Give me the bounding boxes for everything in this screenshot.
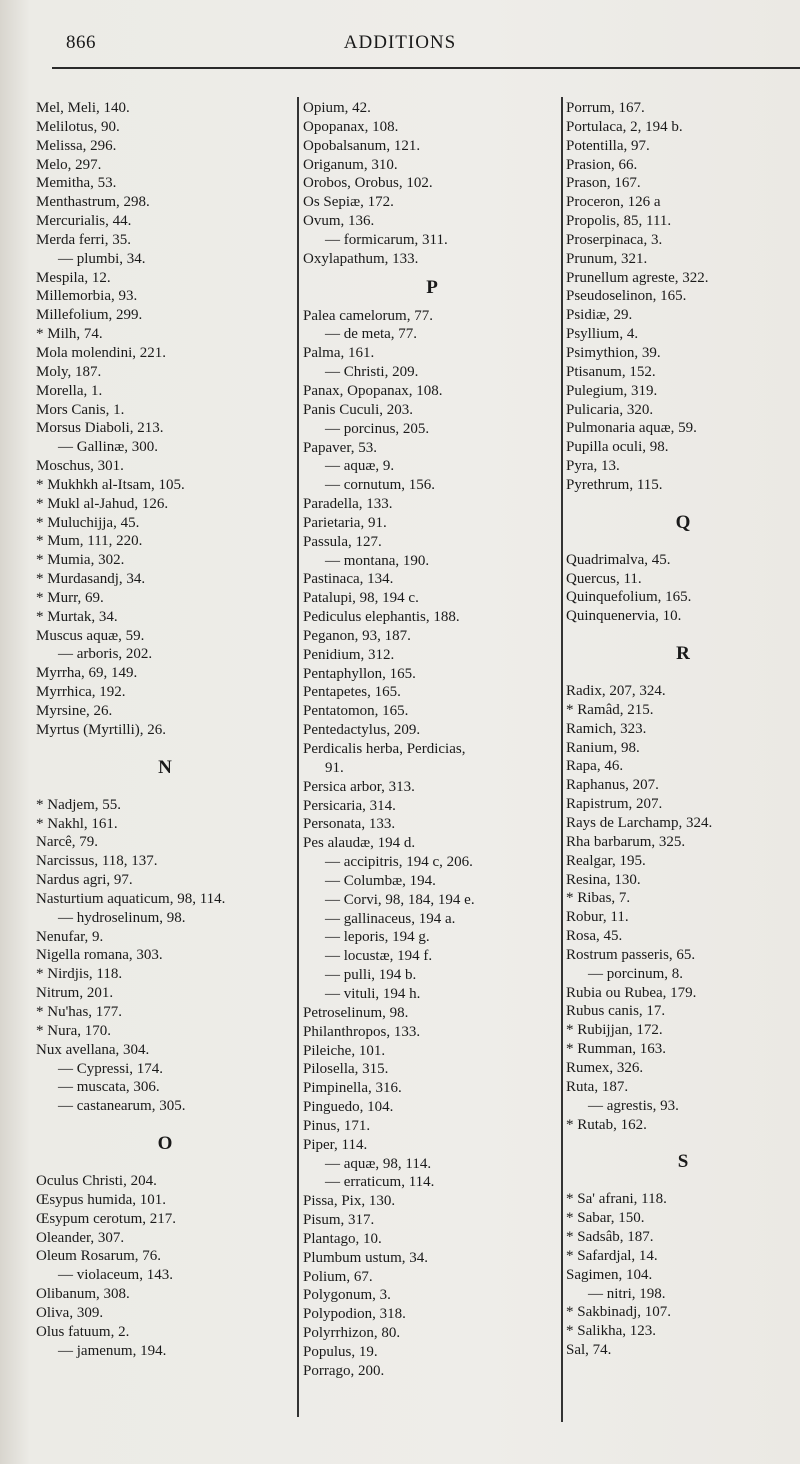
index-entry: Rostrum passeris, 65. bbox=[566, 946, 696, 963]
index-entry: Persicaria, 314. bbox=[303, 797, 396, 814]
index-entry: * Sabar, 150. bbox=[566, 1210, 645, 1227]
index-entry: Psidiæ, 29. bbox=[566, 307, 633, 324]
index-entry: Psimythion, 39. bbox=[566, 344, 661, 361]
index-entry: * Ribas, 7. bbox=[566, 890, 631, 907]
index-entry: Nasturtium aquaticum, 98, 114. bbox=[36, 890, 226, 907]
header-rule bbox=[52, 67, 800, 69]
index-subentry: — erraticum, 114. bbox=[325, 1174, 435, 1191]
index-subentry: — nitri, 198. bbox=[588, 1285, 666, 1302]
index-subentry: 91. bbox=[325, 759, 344, 776]
index-entry: Pentedactylus, 209. bbox=[303, 722, 421, 739]
index-subentry: — locustæ, 194 f. bbox=[325, 948, 433, 965]
index-entry: Polypodion, 318. bbox=[303, 1306, 406, 1323]
index-entry: Prunum, 321. bbox=[566, 250, 648, 267]
index-entry: Pissa, Pix, 130. bbox=[303, 1193, 396, 1210]
index-entry: * Sadsâb, 187. bbox=[566, 1229, 654, 1246]
index-subentry: — cornutum, 156. bbox=[325, 477, 435, 494]
index-subentry: — Gallinæ, 300. bbox=[58, 439, 158, 456]
section-letter: O bbox=[157, 1133, 173, 1155]
index-subentry: — de meta, 77. bbox=[325, 326, 418, 343]
index-entry: Pyra, 13. bbox=[566, 458, 620, 475]
index-subentry: — agrestis, 93. bbox=[588, 1097, 679, 1114]
index-column-1 bbox=[36, 99, 294, 1360]
index-entry: Quinquenervia, 10. bbox=[566, 608, 682, 625]
index-entry: Palea camelorum, 77. bbox=[303, 307, 433, 324]
index-entry: * Nura, 170. bbox=[36, 1022, 111, 1039]
index-entry: Quercus, 11. bbox=[566, 570, 642, 587]
index-subentry: — accipitris, 194 c, 206. bbox=[325, 854, 473, 871]
index-entry: Pinguedo, 104. bbox=[303, 1099, 394, 1116]
index-entry: Psyllium, 4. bbox=[566, 326, 639, 343]
index-entry: Oculus Christi, 204. bbox=[36, 1173, 157, 1190]
index-entry: Populus, 19. bbox=[303, 1344, 378, 1360]
index-entry: Propolis, 85, 111. bbox=[566, 213, 672, 230]
index-entry: * Sakbinadj, 107. bbox=[566, 1304, 671, 1321]
index-entry: Narcê, 79. bbox=[36, 834, 99, 851]
index-subentry: — aquæ, 98, 114. bbox=[325, 1155, 432, 1172]
index-entry: Quadrimalva, 45. bbox=[566, 551, 671, 568]
index-subentry: — formicarum, 311. bbox=[325, 231, 448, 248]
index-entry: Merda ferri, 35. bbox=[36, 231, 131, 248]
index-entry: * Sa' afrani, 118. bbox=[566, 1191, 667, 1208]
index-entry: Ramich, 323. bbox=[566, 720, 647, 737]
index-entry: Orobos, Orobus, 102. bbox=[303, 175, 433, 192]
index-entry: Narcissus, 118, 137. bbox=[36, 853, 158, 870]
index-entry: Proserpinaca, 3. bbox=[566, 231, 663, 248]
index-entry: Perdicalis herba, Perdicias, bbox=[303, 741, 466, 757]
index-entry: * Ramâd, 215. bbox=[566, 701, 654, 718]
index-entry: Porrago, 200. bbox=[303, 1362, 385, 1379]
index-entry: * Murr, 69. bbox=[36, 589, 104, 606]
index-entry: Pulegium, 319. bbox=[566, 382, 658, 399]
index-entry: Quinquefolium, 165. bbox=[566, 589, 692, 606]
index-entry: Pisum, 317. bbox=[303, 1212, 375, 1229]
section-letter: P bbox=[426, 276, 438, 298]
index-entry: Pileiche, 101. bbox=[303, 1042, 386, 1059]
index-entry: Millefolium, 299. bbox=[36, 307, 143, 324]
index-entry: Melo, 297. bbox=[36, 156, 102, 173]
index-entry: Patalupi, 98, 194 c. bbox=[303, 590, 419, 607]
index-entry: Prason, 167. bbox=[566, 175, 641, 192]
index-entry: Polygonum, 3. bbox=[303, 1287, 391, 1304]
index-subentry: — violaceum, 143. bbox=[58, 1267, 173, 1284]
index-entry: Prasion, 66. bbox=[566, 156, 638, 173]
index-subentry: — aquæ, 9. bbox=[325, 458, 395, 475]
index-entry: Oliva, 309. bbox=[36, 1304, 104, 1321]
index-entry: Opopanax, 108. bbox=[303, 118, 399, 135]
index-entry: Realgar, 195. bbox=[566, 852, 646, 869]
index-entry: Pyrethrum, 115. bbox=[566, 476, 663, 493]
index-entry: Olus fatuum, 2. bbox=[36, 1323, 130, 1340]
index-entry: Oleum Rosarum, 76. bbox=[36, 1248, 161, 1265]
index-entry: * Milh, 74. bbox=[36, 326, 103, 343]
index-entry: Paradella, 133. bbox=[303, 496, 393, 513]
index-entry: Raphanus, 207. bbox=[566, 777, 659, 794]
index-entry: Nitrum, 201. bbox=[36, 985, 114, 1002]
index-entry: Muscus aquæ, 59. bbox=[36, 627, 145, 644]
index-entry: Panax, Opopanax, 108. bbox=[303, 382, 443, 399]
index-entry: Piper, 114. bbox=[303, 1136, 368, 1153]
index-entry: Pastinaca, 134. bbox=[303, 571, 394, 588]
index-entry: Nux avellana, 304. bbox=[36, 1041, 150, 1058]
index-entry: * Murdasandj, 34. bbox=[36, 571, 146, 588]
index-subentry: — Corvi, 98, 184, 194 e. bbox=[325, 891, 475, 908]
index-entry: Œsypus humida, 101. bbox=[36, 1191, 167, 1208]
index-entry: * Mumia, 302. bbox=[36, 552, 125, 569]
index-entry: Nardus agri, 97. bbox=[36, 872, 133, 889]
index-entry: Philanthropos, 133. bbox=[303, 1023, 421, 1040]
index-entry: Ranium, 98. bbox=[566, 739, 640, 756]
index-subentry: — Christi, 209. bbox=[325, 364, 419, 381]
index-entry: * Rumman, 163. bbox=[566, 1041, 666, 1058]
index-entry: Robur, 11. bbox=[566, 909, 629, 926]
index-subentry: — Cypressi, 174. bbox=[58, 1060, 163, 1077]
index-entry: Olibanum, 308. bbox=[36, 1286, 130, 1303]
index-entry: Morsus Diaboli, 213. bbox=[36, 420, 164, 437]
index-entry: Rumex, 326. bbox=[566, 1059, 644, 1076]
index-entry: Pulicaria, 320. bbox=[566, 401, 654, 418]
index-entry: Moly, 187. bbox=[36, 363, 102, 380]
index-entry: Rays de Larchamp, 324. bbox=[566, 815, 713, 831]
index-entry: Palma, 161. bbox=[303, 345, 375, 362]
index-entry: Pentatomon, 165. bbox=[303, 703, 409, 720]
index-entry: Portulaca, 2, 194 b. bbox=[566, 118, 683, 135]
index-entry: Ptisanum, 152. bbox=[566, 363, 656, 380]
index-subentry: — montana, 190. bbox=[325, 552, 430, 569]
index-entry: * Nakhl, 161. bbox=[36, 815, 118, 832]
index-entry: Parietaria, 91. bbox=[303, 514, 387, 531]
index-entry: Pilosella, 315. bbox=[303, 1061, 389, 1078]
index-entry: * Safardjal, 14. bbox=[566, 1247, 658, 1264]
index-entry: Morella, 1. bbox=[36, 382, 103, 399]
index-entry: Pentaphyllon, 165. bbox=[303, 665, 416, 682]
index-entry: Rubus canis, 17. bbox=[566, 1003, 666, 1020]
index-entry: Persica arbor, 313. bbox=[303, 778, 415, 795]
index-entry: Prunellum agreste, 322. bbox=[566, 269, 709, 286]
index-entry: Menthastrum, 298. bbox=[36, 194, 150, 211]
index-subentry: — gallinaceus, 194 a. bbox=[325, 910, 456, 927]
index-subentry: — porcinum, 8. bbox=[588, 965, 683, 982]
index-entry: Mel, Meli, 140. bbox=[36, 100, 130, 116]
index-entry: Origanum, 310. bbox=[303, 156, 398, 173]
index-entry: Rapistrum, 207. bbox=[566, 796, 663, 813]
section-letter: S bbox=[677, 1151, 689, 1173]
index-entry: Mola molendini, 221. bbox=[36, 344, 166, 361]
index-entry: * Mum, 111, 220. bbox=[36, 533, 143, 550]
index-entry: Polium, 67. bbox=[303, 1268, 373, 1285]
index-entry: Petroselinum, 98. bbox=[303, 1004, 409, 1021]
index-subentry: — hydroselinum, 98. bbox=[58, 909, 186, 926]
index-column-3 bbox=[566, 99, 800, 1360]
index-entry: Œsypum cerotum, 217. bbox=[36, 1210, 176, 1227]
index-entry: Melissa, 296. bbox=[36, 137, 117, 154]
index-entry: * Rutab, 162. bbox=[566, 1116, 647, 1133]
index-entry: Plantago, 10. bbox=[303, 1230, 382, 1247]
page-header bbox=[0, 0, 800, 72]
index-entry: Proceron, 126 a bbox=[566, 194, 661, 211]
index-subentry: — Columbæ, 194. bbox=[325, 872, 436, 889]
index-entry: Radix, 207, 324. bbox=[566, 683, 666, 700]
index-entry: Ovum, 136. bbox=[303, 213, 375, 230]
index-entry: Myrsine, 26. bbox=[36, 703, 113, 719]
index-entry: Pediculus elephantis, 188. bbox=[303, 609, 460, 626]
index-entry: Oxylapathum, 133. bbox=[303, 250, 419, 267]
index-entry: * Mukl al-Jahud, 126. bbox=[36, 495, 169, 512]
index-entry: * Rubijjan, 172. bbox=[566, 1022, 663, 1039]
index-entry: Myrrha, 69, 149. bbox=[36, 665, 138, 682]
index-entry: Pulmonaria aquæ, 59. bbox=[566, 420, 697, 437]
index-entry: Pupilla oculi, 98. bbox=[566, 439, 669, 456]
index-entry: Rosa, 45. bbox=[566, 928, 623, 945]
index-entry: Mercurialis, 44. bbox=[36, 213, 132, 230]
index-subentry: — muscata, 306. bbox=[58, 1079, 160, 1096]
index-subentry: — pulli, 194 b. bbox=[325, 967, 417, 984]
index-entry: Mors Canis, 1. bbox=[36, 401, 125, 418]
index-entry: Resina, 130. bbox=[566, 871, 641, 888]
page-number: 866 bbox=[66, 32, 96, 53]
index-entry: * Nu'has, 177. bbox=[36, 1003, 123, 1020]
index-entry: Plumbum ustum, 34. bbox=[303, 1249, 429, 1266]
index-entry: * Mukhkh al-Itsam, 105. bbox=[36, 476, 185, 493]
index-entry: Opium, 42. bbox=[303, 100, 371, 116]
index-entry: Myrrhica, 192. bbox=[36, 684, 126, 701]
index-column-2 bbox=[303, 99, 561, 1381]
index-entry: Personata, 133. bbox=[303, 816, 396, 833]
index-entry: * Nadjem, 55. bbox=[36, 796, 121, 813]
index-entry: Pinus, 171. bbox=[303, 1117, 371, 1134]
index-entry: Pimpinella, 316. bbox=[303, 1080, 402, 1097]
index-entry: Pentapetes, 165. bbox=[303, 684, 401, 701]
index-entry: Pseudoselinon, 165. bbox=[566, 288, 687, 305]
running-head: ADDITIONS bbox=[343, 32, 457, 53]
index-entry: Papaver, 53. bbox=[303, 439, 377, 456]
index-entry: Nigella romana, 303. bbox=[36, 947, 163, 964]
index-entry: Sagimen, 104. bbox=[566, 1266, 653, 1283]
index-entry: Myrtus (Myrtilli), 26. bbox=[36, 721, 166, 738]
index-entry: Rha barbarum, 325. bbox=[566, 833, 686, 850]
index-entry: Peganon, 93, 187. bbox=[303, 627, 411, 644]
index-entry: Rubia ou Rubea, 179. bbox=[566, 984, 697, 1001]
index-subentry: — vituli, 194 h. bbox=[325, 985, 421, 1002]
index-entry: Millemorbia, 93. bbox=[36, 288, 138, 305]
index-entry: Sal, 74. bbox=[566, 1342, 612, 1359]
index-entry: Ruta, 187. bbox=[566, 1078, 629, 1095]
index-entry: Potentilla, 97. bbox=[566, 137, 650, 154]
column-separator bbox=[297, 97, 299, 1417]
index-entry: Memitha, 53. bbox=[36, 175, 117, 192]
index-subentry: — leporis, 194 g. bbox=[325, 929, 430, 946]
index-subentry: — porcinus, 205. bbox=[325, 420, 430, 437]
section-letter: N bbox=[158, 756, 172, 778]
index-entry: * Muluchijja, 45. bbox=[36, 514, 140, 531]
section-letter: R bbox=[676, 643, 690, 665]
index-entry: Mespila, 12. bbox=[36, 269, 111, 286]
index-entry: * Murtak, 34. bbox=[36, 608, 118, 625]
index-subentry: — arboris, 202. bbox=[58, 646, 153, 663]
index-entry: Oleander, 307. bbox=[36, 1229, 125, 1246]
index-entry: Opobalsanum, 121. bbox=[303, 137, 421, 154]
index-entry: Melilotus, 90. bbox=[36, 118, 120, 135]
index-entry: Porrum, 167. bbox=[566, 100, 645, 116]
index-entry: Passula, 127. bbox=[303, 533, 382, 550]
index-entry: Penidium, 312. bbox=[303, 646, 395, 663]
index-entry: * Nirdjis, 118. bbox=[36, 966, 123, 983]
index-entry: Polyrrhizon, 80. bbox=[303, 1325, 401, 1342]
index-entry: Rapa, 46. bbox=[566, 758, 624, 775]
index-entry: Os Sepiæ, 172. bbox=[303, 194, 394, 211]
index-entry: Moschus, 301. bbox=[36, 458, 124, 475]
index-entry: Panis Cuculi, 203. bbox=[303, 401, 414, 418]
column-separator bbox=[561, 97, 563, 1422]
index-entry: Nenufar, 9. bbox=[36, 928, 104, 945]
index-subentry: — plumbi, 34. bbox=[58, 250, 146, 267]
index-subentry: — castanearum, 305. bbox=[58, 1098, 186, 1115]
index-entry: * Salikha, 123. bbox=[566, 1323, 656, 1340]
index-entry: Pes alaudæ, 194 d. bbox=[303, 835, 416, 852]
index-subentry: — jamenum, 194. bbox=[58, 1342, 167, 1359]
section-letter: Q bbox=[675, 511, 691, 533]
